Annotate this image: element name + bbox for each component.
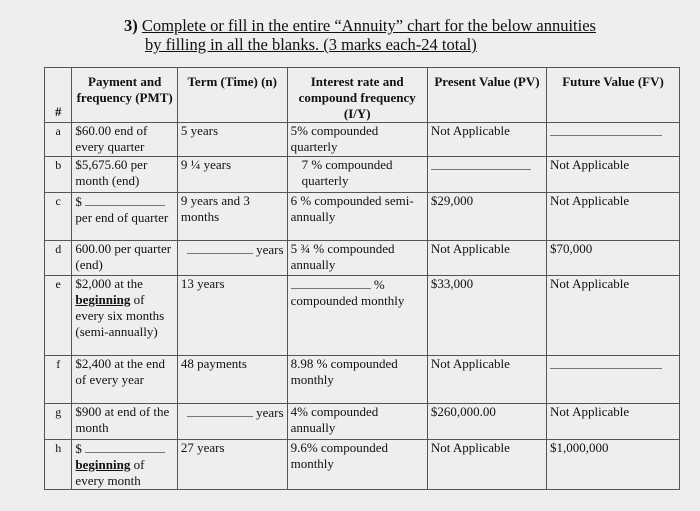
pmt-dollar: $ xyxy=(75,194,82,209)
header-num: # xyxy=(45,68,72,123)
question-number: 3) xyxy=(124,16,138,35)
pv-cell: Not Applicable xyxy=(427,440,546,490)
row-label: b xyxy=(45,157,72,193)
pmt-dollar: $ xyxy=(75,441,82,456)
pmt-text-rest: of every six months (semi-annually) xyxy=(75,292,165,339)
row-label: f xyxy=(45,356,72,404)
header-pmt: Payment and frequency (PMT) xyxy=(72,68,177,123)
term-cell: 27 years xyxy=(177,440,287,490)
rate-percent: % xyxy=(373,277,385,292)
header-rate: Interest rate and compound frequency (I/Y) xyxy=(287,68,427,123)
pmt-blank[interactable] xyxy=(85,193,165,206)
table-row xyxy=(45,123,680,157)
term-cell: 9 years and 3 months xyxy=(177,193,287,241)
question-line-2: by filling in all the blanks. (3 marks each-24 total) xyxy=(145,35,477,54)
row-label: c xyxy=(45,193,72,241)
table-row xyxy=(45,241,680,276)
fv-cell: $1,000,000 xyxy=(547,440,680,490)
header-row xyxy=(45,68,680,123)
pmt-text: per end of quarter xyxy=(75,210,169,225)
pmt-cell: 600.00 per quarter (end) xyxy=(72,241,177,276)
term-cell: 13 years xyxy=(177,276,287,356)
header-fv: Future Value (FV) xyxy=(547,68,680,123)
pmt-cell: $5,675.60 per month (end) xyxy=(72,157,177,193)
pv-cell: $29,000 xyxy=(427,193,546,241)
fv-cell xyxy=(547,356,680,404)
rate-cell: 8.98 % compounded monthly xyxy=(287,356,427,404)
fv-cell xyxy=(547,123,680,157)
table-row xyxy=(45,356,680,404)
table-row xyxy=(45,157,680,193)
pmt-text-rest: of every month xyxy=(75,457,145,488)
fv-cell: $70,000 xyxy=(547,241,680,276)
row-label: a xyxy=(45,123,72,157)
annuity-chart xyxy=(44,67,680,490)
fv-cell: Not Applicable xyxy=(547,193,680,241)
pmt-emphasis: beginning xyxy=(75,292,131,307)
term-blank[interactable] xyxy=(187,404,253,417)
pv-cell: Not Applicable xyxy=(427,241,546,276)
rate-blank[interactable] xyxy=(291,276,371,289)
row-label: e xyxy=(45,276,72,356)
row-label: d xyxy=(45,241,72,276)
rate-cell: 9.6% compounded monthly xyxy=(287,440,427,490)
pmt-blank[interactable] xyxy=(85,440,165,453)
table-row xyxy=(45,193,680,241)
rate-text: compounded monthly xyxy=(290,293,405,308)
rate-cell: 5% compounded quarterly xyxy=(287,123,427,157)
rate-cell: 7 % compounded quarterly xyxy=(287,157,427,193)
term-cell: 5 years xyxy=(177,123,287,157)
pmt-cell xyxy=(72,193,177,241)
term-cell xyxy=(177,241,287,276)
pv-cell: Not Applicable xyxy=(427,123,546,157)
term-unit: years xyxy=(256,405,284,420)
table-row xyxy=(45,404,680,440)
pv-blank[interactable] xyxy=(431,157,531,170)
term-unit: years xyxy=(256,242,284,257)
fv-cell: Not Applicable xyxy=(547,404,680,440)
rate-cell: 5 ¾ % compounded annually xyxy=(287,241,427,276)
rate-cell: 6 % compounded semi-annually xyxy=(287,193,427,241)
pmt-cell: $900 at end of the month xyxy=(72,404,177,440)
question-heading xyxy=(124,16,604,54)
fv-blank[interactable] xyxy=(550,123,662,136)
term-cell xyxy=(177,404,287,440)
pv-cell: $260,000.00 xyxy=(427,404,546,440)
table-row xyxy=(45,276,680,356)
term-cell: 48 payments xyxy=(177,356,287,404)
table-row xyxy=(45,440,680,490)
row-label: g xyxy=(45,404,72,440)
fv-cell: Not Applicable xyxy=(547,276,680,356)
header-pv: Present Value (PV) xyxy=(427,68,546,123)
pv-cell xyxy=(427,157,546,193)
pmt-cell xyxy=(72,276,177,356)
fv-cell: Not Applicable xyxy=(547,157,680,193)
pv-cell: $33,000 xyxy=(427,276,546,356)
term-cell: 9 ¼ years xyxy=(177,157,287,193)
pmt-emphasis: beginning xyxy=(75,457,131,472)
fv-blank[interactable] xyxy=(550,356,662,369)
rate-cell xyxy=(287,276,427,356)
header-term: Term (Time) (n) xyxy=(177,68,287,123)
pv-cell: Not Applicable xyxy=(427,356,546,404)
pmt-text: $2,000 at the xyxy=(75,276,143,291)
rate-cell: 4% compounded annually xyxy=(287,404,427,440)
row-label: h xyxy=(45,440,72,490)
pmt-cell: $2,400 at the end of every year xyxy=(72,356,177,404)
pmt-cell: $60.00 end of every quarter xyxy=(72,123,177,157)
question-line-1: Complete or fill in the entire “Annuity” chart for the below annuities xyxy=(141,16,596,35)
term-blank[interactable] xyxy=(187,241,253,254)
pmt-cell xyxy=(72,440,177,490)
